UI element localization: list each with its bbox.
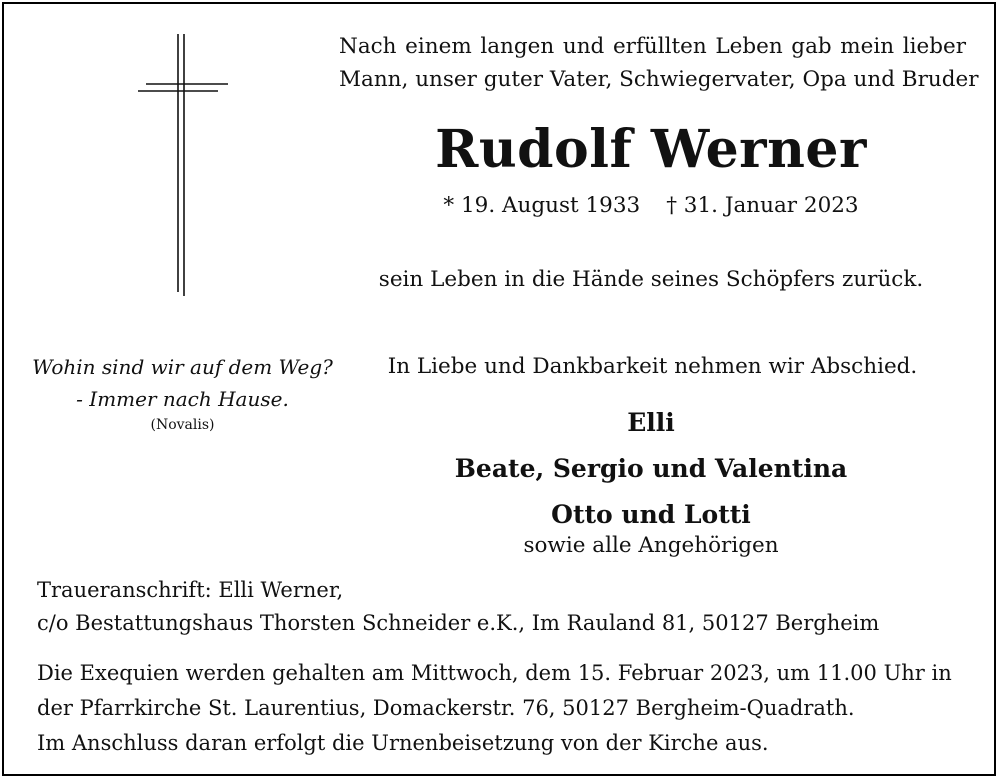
quote-source: (Novalis) (150, 417, 215, 433)
family-name: Otto und Lotti (551, 500, 751, 529)
funeral-info-line-1: Die Exequien werden gehalten am Mittwoch, dem 15. Februar 2023, um 11.00 Uhr in (37, 661, 952, 685)
other-relatives: sowie alle Angehörigen (523, 533, 779, 558)
funeral-info-line-2: der Pfarrkirche St. Laurentius, Domackerstr. 76, 50127 Bergheim-Quadrath. (37, 696, 855, 720)
funeral-info-line-3: Im Anschluss daran erfolgt die Urnenbeisetzung von der Kirche aus. (37, 731, 769, 755)
cross-icon (130, 30, 235, 300)
death-date: † 31. Januar 2023 (666, 193, 859, 218)
farewell-text: In Liebe und Dankbarkeit nehmen wir Abschied. (387, 354, 918, 379)
birth-date: * 19. August 1933 (443, 193, 641, 218)
intro-line-2: Mann, unser guter Vater, Schwiegervater, Opa und Bruder (339, 67, 979, 92)
quote-line-1: Wohin sind wir auf dem Weg? (32, 355, 333, 379)
address-line-1: Traueranschrift: Elli Werner, (37, 578, 344, 602)
life-dates (340, 191, 962, 221)
funeral-info (37, 656, 967, 761)
family-names (340, 400, 962, 538)
address-line-2: c/o Bestattungshaus Thorsten Schneider e.K., Im Rauland 81, 50127 Bergheim (37, 611, 880, 635)
intro-line-1: Nach einem langen und erfüllten Leben gab mein lieber (339, 34, 966, 59)
quote (20, 351, 345, 435)
family-name: Beate, Sergio und Valentina (454, 454, 848, 483)
family-name: Elli (627, 408, 675, 437)
quote-line-2: - Immer nach Hause. (76, 387, 289, 411)
life-text: sein Leben in die Hände seines Schöpfers zurück. (378, 267, 924, 292)
mourning-address (37, 574, 967, 640)
deceased-name: Rudolf Werner (435, 119, 867, 180)
